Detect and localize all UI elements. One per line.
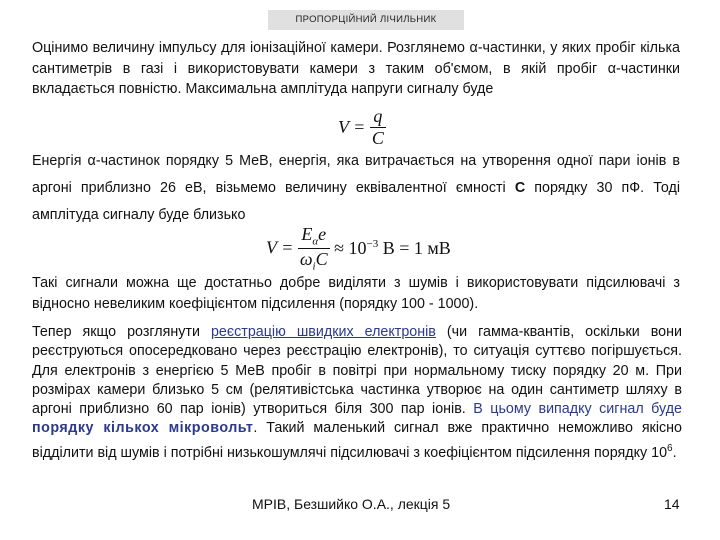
symbol-omega: ω [299,248,313,269]
formula-lhs: V = [266,237,294,258]
paragraph-fast-electrons [32,323,682,463]
slide-header: ПРОПОРЦІЙНИЙ ЛІЧИЛЬНИК [268,10,464,30]
symbol-charge: e [318,224,327,244]
formula-denominator: C [371,128,384,148]
exponent: 6 [667,442,673,454]
formula-numerator: q [370,106,386,128]
formula-lhs: V = [338,117,366,137]
fast-electrons-link[interactable]: реєстрацію швидких електронів [210,324,436,340]
symbol-energy: E [301,224,313,244]
capacitance-symbol: С [514,180,526,196]
formula-fraction [370,106,386,149]
microvolt-emphasis: порядку кількох мікровольт [32,420,254,437]
formula-voltage [338,106,386,149]
text-segment: Енергія α-частинок порядку 5 МеВ, енергія, яка витрачається на утворення одної пари іонів в аргоні приблизно 26 еВ, візьмемо величину еквівалентної ємності [32,153,680,196]
exponent: −3 [366,237,379,250]
text-segment: порядку 30 пФ. Тоді амплітуда сигналу буде близько [32,180,680,223]
text-segment-highlight: В цьому випадку сигнал буде [473,401,682,418]
paragraph-signal-noise: Такі сигнали можна ще достатньо добре виділяти з шумів і використовувати підсилювачі з відносно невеликим коефіцієнтом підсилення (порядку 100 - 1000). [32,275,680,312]
subscript-i: i [312,260,316,273]
formula-numerator [298,224,330,249]
formula-fraction [298,224,330,272]
paragraph-alpha-energy [32,148,680,229]
text-segment: . Такий маленький сигнал вже практично неможливо якісно відділити від шумів і потрібні низькошумлячі підсилювачі з коефіцієнтом підсилення порядку 10 [32,420,682,461]
footer-caption: МРІВ, Безшийко О.А., лекція 5 [252,496,451,512]
text-segment: . [672,444,677,461]
symbol-capacitance: C [315,248,328,269]
page-number: 14 [664,496,680,512]
formula-approx: ≈ $10^{-3}$ B = 1 мB [334,237,451,258]
formula-denominator [298,249,330,273]
paragraph-intro: Оцінимо величину імпульсу для іонізаційної камери. Розглянемо α-частинки, у яких пробіг кілька сантиметрів в газі і використовувати камери з таким об'ємом, в якій пробіг α-частинки вкладається повністю. Максимальна амплітуда напруги сигналу буде [32,40,680,97]
text-segment: (чи гамма-квантів, оскільки вони реєструються опосередковано через реєстрацію електронів), то ситуація суттєво погіршується. Для електронів з енергією 5 МеВ пробіг в повітрі при нормальному тиску порядку 20 м. При розмірах камери близько 5 см (релятивістська частинка утворює на один сантиметр шляху в аргоні приблизно 60 пар іонів) утвориться біля 300 пар іонів. [32,324,682,418]
text-segment: Тепер якщо розглянути [32,324,211,340]
subscript-alpha: α [312,235,319,248]
formula-amplitude [266,224,451,272]
